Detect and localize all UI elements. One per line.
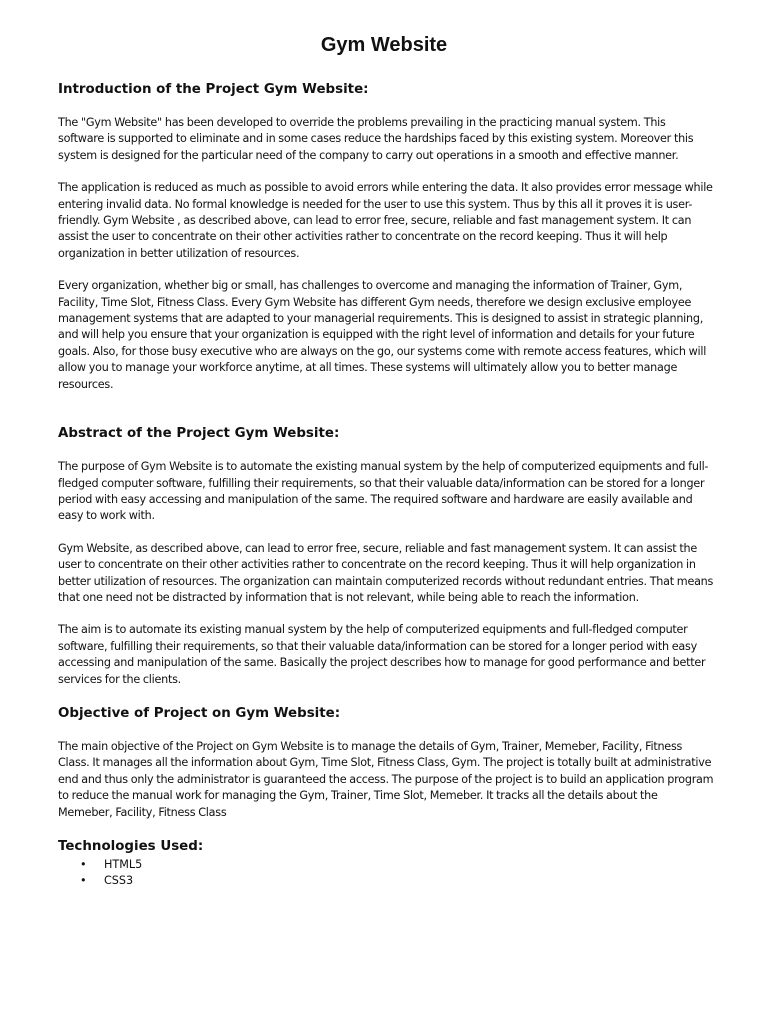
introduction-paragraph-1: The "Gym Website" has been developed to override the problems prevailing in the practicing manual system. This software is supported to eliminate and in some cases reduce the hardships faced by this existing system. Moreover this system is designed for the particular need of the company to carry out operations in a smooth and effective manner. xyxy=(58,116,694,162)
abstract-paragraph-1: The purpose of Gym Website is to automate the existing manual system by the help of computerized equipments and full-fledged computer software, fulfilling their requirements, so that their valuable data/information can be stored for a longer period with easy accessing and manipulation of the same. The required software and hardware are easily available and easy to work with. xyxy=(58,460,709,523)
document-body xyxy=(58,80,714,890)
objective-paragraph: The main objective of the Project on Gym Website is to manage the details of Gym, Trainer, Memeber, Facility, Fitness Class. It manages all the information about Gym, Time Slot, Fitness Class, Gym. The project is totally built at administrative end and thus only the administrator is guaranteed the access. The purpose of the project is to build an application program to reduce the manual work for managing the Gym, Trainer, Time Slot, Memeber. It tracks all the details about the Memeber, Facility, Fitness Class xyxy=(58,739,714,819)
list-item xyxy=(58,873,714,889)
abstract-heading: Abstract of the Project Gym Website: xyxy=(58,426,340,442)
bullet-icon: • xyxy=(80,874,87,888)
technologies-section xyxy=(58,837,714,890)
abstract-paragraph-2: Gym Website, as described above, can lead to error free, secure, reliable and fast management system. It can assist the user to concentrate on their other activities rather to concentrate on the record keeping. Thus it will help organization in better utilization of resources. The organization can maintain computerized records without redundant entries. That means that one need not be distracted by information that is not relevant, while being able to reach the information. xyxy=(58,541,714,604)
page-title: Gym Website xyxy=(320,34,448,56)
abstract-section xyxy=(58,424,714,688)
objective-section xyxy=(58,704,714,821)
introduction-heading: Introduction of the Project Gym Website: xyxy=(58,82,369,97)
introduction-paragraph-2: The application is reduced as much as possible to avoid errors while entering the data. It also provides error message while entering invalid data. No formal knowledge is needed for the user to use this system. Thus by this all it proves it is user-friendly. Gym Website , as described above, can lead to error free, secure, reliable and fast management system. It can assist the user to concentrate on their other activities rather to concentrate on the record keeping. Thus it will help organization in better utilization of resources. xyxy=(58,181,713,260)
objective-heading: Objective of Project on Gym Website: xyxy=(58,705,341,721)
introduction-section xyxy=(58,80,714,393)
introduction-paragraph-3: Every organization, whether big or small, has challenges to overcome and managing the information of Trainer, Gym, Facility, Time Slot, Fitness Class. Every Gym Website has different Gym needs, therefore we design exclusive employee management systems that are adapted to your managerial requirements. This is designed to assist in strategic planning, and will help you ensure that your organization is equipped with the right level of information and details for your future goals. Also, for those busy executive who are always on the go, our systems come with remote access features, which will allow you to manage your workforce anytime, at all times. These systems will ultimately allow you to better manage resources. xyxy=(58,279,707,391)
technologies-list xyxy=(58,857,714,890)
bullet-icon: • xyxy=(80,858,87,871)
list-item xyxy=(58,857,714,873)
technologies-heading: Technologies Used: xyxy=(58,839,204,854)
list-item-label: CSS3 xyxy=(104,874,134,888)
list-item-label: HTML5 xyxy=(104,858,143,871)
abstract-paragraph-3: The aim is to automate its existing manual system by the help of computerized equipments and full-fledged computer software, fulfilling their requirements, so that their valuable data/information can be stored for a longer period with easy accessing and manipulation of the same. Basically the project describes how to manage for good performance and better services for the clients. xyxy=(58,623,706,686)
